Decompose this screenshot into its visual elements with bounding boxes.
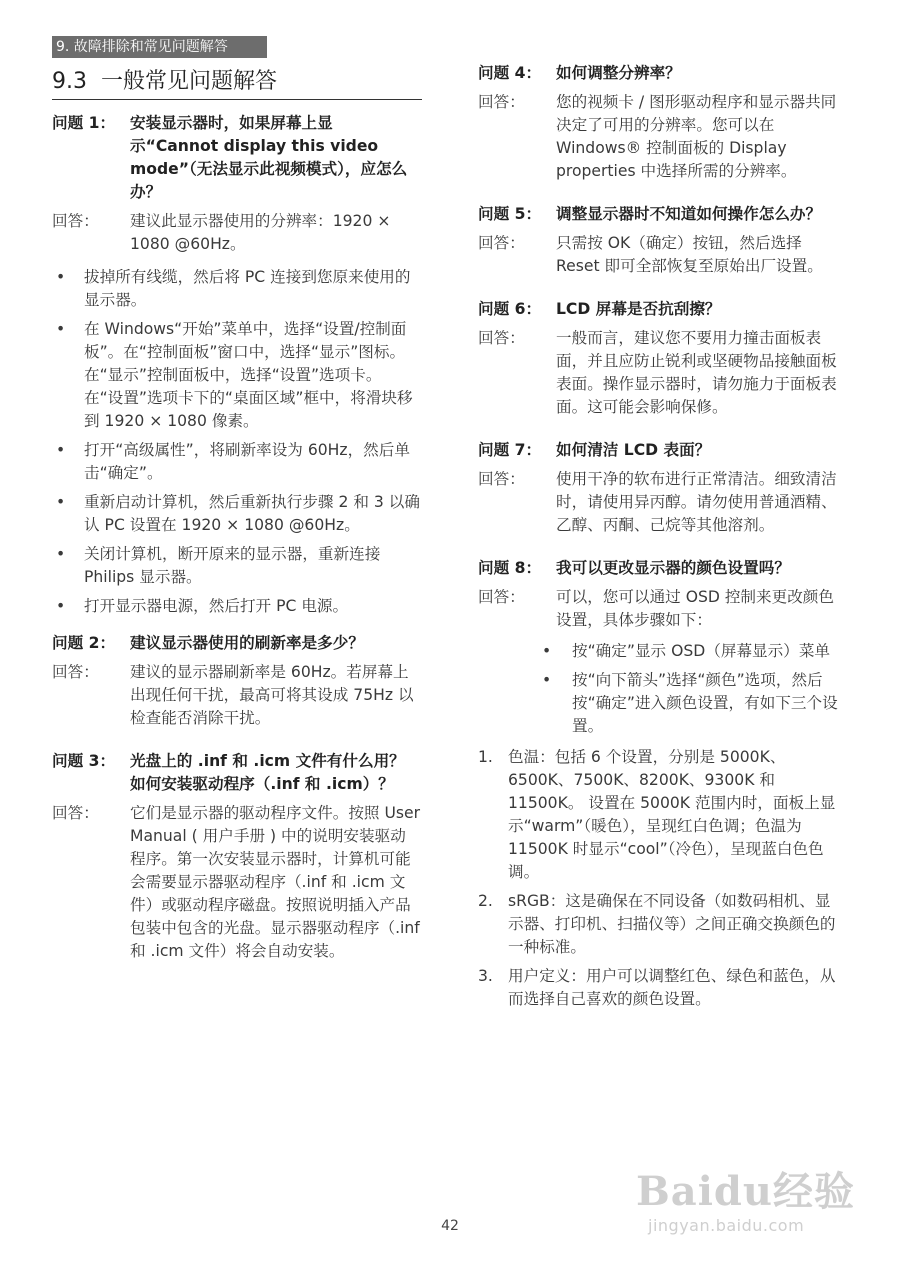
question-7-label: 问题 7：: [478, 441, 542, 459]
answer-2-text: 建议的显示器刷新率是 60Hz。若屏幕上出现任何干扰，最高可将其设成 75Hz 以检查能否消除干扰。: [130, 663, 414, 727]
answer-1: [52, 210, 420, 256]
answer-8-text: 可以，您可以通过 OSD 控制来更改颜色设置，具体步骤如下：: [556, 588, 834, 629]
question-4-label: 问题 4：: [478, 64, 542, 82]
answer-1-label: 回答：: [52, 212, 99, 230]
answer-4-label: 回答：: [478, 93, 525, 111]
answer-1-steps: [52, 266, 420, 618]
question-4-text: 如何调整分辨率？: [556, 64, 681, 82]
list-item-text: 色温：包括 6 个设置，分别是 5000K、6500K、7500K、8200K、9300K 和 11500K。 设置在 5000K 范围内时，面板上显示“warm”（暖色），呈现红白色调；色温为 11500K 时显示“cool”（冷色），呈现蓝白色色调。: [508, 748, 836, 881]
question-3-text: 光盘上的 .inf 和 .icm 文件有什么用？如何安装驱动程序（.inf 和 .icm）？: [130, 752, 405, 793]
list-item: • 重新启动计算机，然后重新执行步骤 2 和 3 以确认 PC 设置在 1920 × 1080 @60Hz。: [52, 491, 420, 537]
question-3: [52, 750, 420, 796]
question-1: [52, 112, 420, 204]
answer-2: [52, 661, 420, 730]
list-item-text: 用户定义：用户可以调整红色、绿色和蓝色，从而选择自己喜欢的颜色设置。: [508, 967, 836, 1008]
section-title: [52, 64, 422, 100]
watermark-url: jingyan.baidu.com: [648, 1216, 805, 1235]
list-item: • 拔掉所有线缆，然后将 PC 连接到您原来使用的显示器。: [52, 266, 420, 312]
answer-2-label: 回答：: [52, 663, 99, 681]
answer-8-steps: [478, 640, 846, 738]
answer-5: [478, 232, 846, 278]
answer-4-text: 您的视频卡 / 图形驱动程序和显示器共同决定了可用的分辨率。您可以在 Windows® 控制面板的 Display properties 中选择所需的分辨率。: [556, 93, 837, 180]
question-8-text: 我可以更改显示器的颜色设置吗？: [556, 559, 790, 577]
list-item: • 按“向下箭头”选择“颜色”选项，然后按“确定”进入颜色设置，有如下三个设置。: [478, 669, 846, 738]
question-6: [478, 298, 846, 321]
watermark-logo-text: Baidu经验: [636, 1168, 855, 1215]
question-2: [52, 632, 420, 655]
baidu-watermark: [636, 1168, 866, 1268]
answer-3: [52, 802, 420, 963]
list-item-text: sRGB：这是确保在不同设备（如数码相机、显示器、打印机、扫描仪等）之间正确交换颜色的一种标准。: [508, 892, 836, 956]
answer-6: [478, 327, 846, 419]
page-number: 42: [441, 1218, 459, 1234]
answer-5-label: 回答：: [478, 234, 525, 252]
answer-1-text: 建议此显示器使用的分辨率：1920 × 1080 @60Hz。: [130, 212, 391, 253]
watermark-logo: [636, 1168, 866, 1216]
color-settings-list: [478, 746, 846, 1011]
list-item: • 打开“高级属性”，将刷新率设为 60Hz，然后单击“确定”。: [52, 439, 420, 485]
question-1-label: 问题 1：: [52, 114, 116, 132]
section-number: 9.3: [52, 69, 87, 94]
list-item: [478, 890, 846, 959]
question-2-text: 建议显示器使用的刷新率是多少？: [130, 634, 364, 652]
list-item: [478, 965, 846, 1011]
list-item: [478, 746, 846, 884]
question-5: [478, 203, 846, 226]
question-8: [478, 557, 846, 580]
answer-3-label: 回答：: [52, 804, 99, 822]
chapter-tab: 9. 故障排除和常见问题解答: [52, 36, 267, 58]
list-item-number: 2.: [478, 892, 493, 910]
question-6-text: LCD 屏幕是否抗刮擦？: [556, 300, 721, 318]
list-item: • 按“确定”显示 OSD（屏幕显示）菜单: [478, 640, 846, 663]
answer-6-label: 回答：: [478, 329, 525, 347]
answer-7-text: 使用干净的软布进行正常清洁。细致清洁时，请使用异丙醇。请勿使用普通酒精、乙醇、丙酮、己烷等其他溶剂。: [556, 470, 837, 534]
question-7-text: 如何清洁 LCD 表面？: [556, 441, 711, 459]
question-4: [478, 62, 846, 85]
question-5-label: 问题 5：: [478, 205, 542, 223]
answer-8-label: 回答：: [478, 588, 525, 606]
answer-5-text: 只需按 OK（确定）按钮，然后选择 Reset 即可全部恢复至原始出厂设置。: [556, 234, 823, 275]
list-item: • 在 Windows“开始”菜单中，选择“设置/控制面板”。在“控制面板”窗口中，选择“显示”图标。在“显示”控制面板中，选择“设置”选项卡。在“设置”选项卡下的“桌面区域”框中，将滑块移到 1920 × 1080 像素。: [52, 318, 420, 433]
question-2-label: 问题 2：: [52, 634, 116, 652]
question-3-label: 问题 3：: [52, 752, 116, 770]
question-6-label: 问题 6：: [478, 300, 542, 318]
left-column: [52, 112, 420, 963]
answer-7-label: 回答：: [478, 470, 525, 488]
question-5-text: 调整显示器时不知道如何操作怎么办？: [556, 205, 822, 223]
list-item: • 打开显示器电源，然后打开 PC 电源。: [52, 595, 420, 618]
answer-4: [478, 91, 846, 183]
answer-3-text: 它们是显示器的驱动程序文件。按照 User Manual ( 用户手册 ) 中的说明安装驱动程序。第一次安装显示器时，计算机可能会需要显示器驱动程序（.inf 和 .icm 文件）或驱动程序磁盘。按照说明插入产品包装中包含的光盘。显示器驱动程序（.inf 和 .icm 文件）将会自动安装。: [130, 804, 420, 960]
list-item-number: 1.: [478, 748, 493, 766]
question-8-label: 问题 8：: [478, 559, 542, 577]
answer-6-text: 一般而言，建议您不要用力撞击面板表面，并且应防止锐利或坚硬物品接触面板表面。操作显示器时，请勿施力于面板表面。这可能会影响保修。: [556, 329, 837, 416]
list-item-number: 3.: [478, 967, 493, 985]
list-item: • 关闭计算机，断开原来的显示器，重新连接 Philips 显示器。: [52, 543, 420, 589]
right-column: [478, 62, 846, 1017]
question-7: [478, 439, 846, 462]
question-1-text: 安装显示器时，如果屏幕上显示“Cannot display this video mode”（无法显示此视频模式），应怎么办？: [130, 114, 408, 201]
answer-7: [478, 468, 846, 537]
section-title-text: 一般常见问题解答: [101, 69, 278, 94]
answer-8: [478, 586, 846, 632]
